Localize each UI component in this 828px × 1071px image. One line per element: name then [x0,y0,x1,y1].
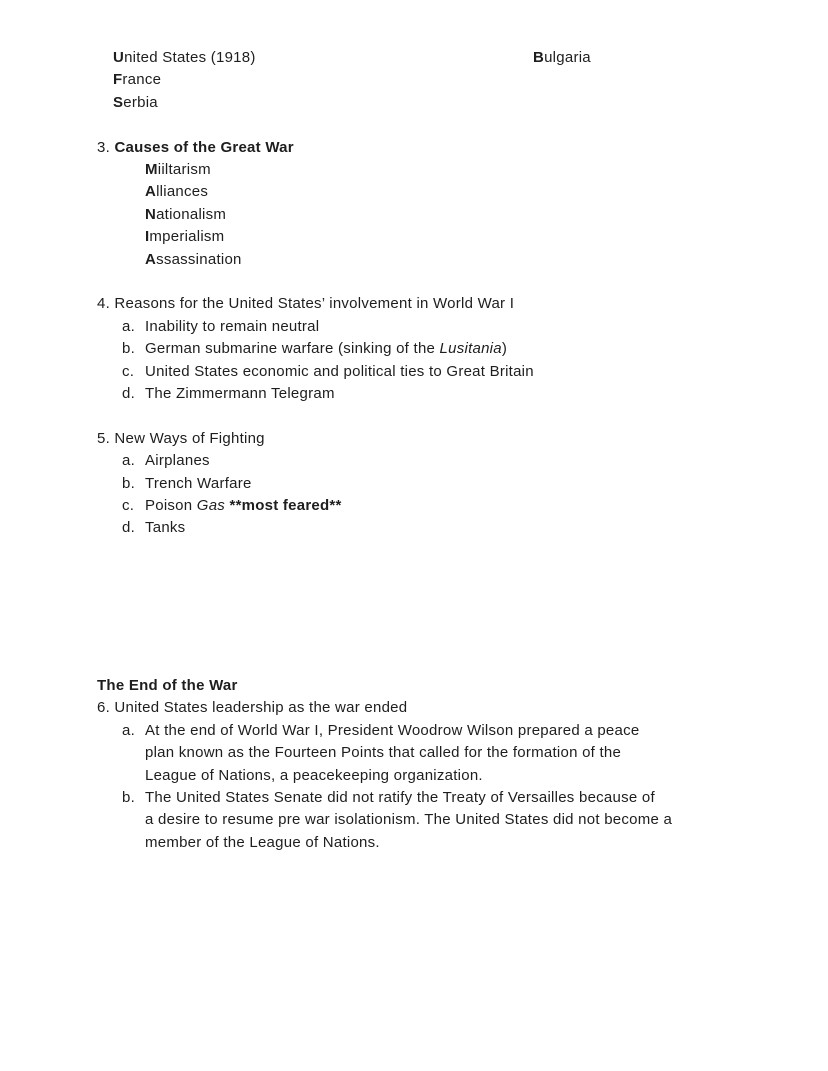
end-of-war-item [97,720,768,787]
list-item-label: b. [122,340,136,358]
central-powers-item-lead-letter: B [533,49,545,66]
cause-item [145,181,768,203]
allies-list-item [113,47,768,69]
cause-item [145,226,768,248]
allies-list [113,47,768,114]
new-ways-item [97,517,768,539]
involvement-item-text-run: ) [501,340,508,358]
list-item-label: a. [122,721,136,739]
section-causes [97,137,768,271]
list-item-label: b. [122,474,136,492]
most-feared-bold-text: **most feared** [229,497,342,515]
section-causes-title: Causes of the Great War [114,138,294,156]
involvement-item-text [145,338,735,360]
involvement-item [97,316,768,338]
cause-item-lead-letter: N [145,205,157,223]
new-ways-item-text: Trench Warfare [145,474,252,492]
cause-item-lead-letter: A [145,183,157,201]
allies-item-text: erbia [123,93,158,111]
paragraph-line: member of the League of Nations. [145,833,380,851]
paragraph-line: At the end of World War I, President Woodrow Wilson prepared a peace [145,721,640,739]
cause-item-lead-letter: M [145,161,158,179]
paragraph-line: League of Nations, a peacekeeping organization. [145,766,483,784]
lusitania-italic-text: Lusitania [439,340,502,358]
cause-item-text: lliances [156,183,209,201]
cause-item [145,204,768,226]
central-powers-item-text: ulgaria [544,49,591,66]
allies-item-lead-letter: F [113,71,123,89]
new-ways-item-text: Airplanes [145,452,210,470]
list-item-label: b. [122,788,136,806]
cause-item [145,249,768,271]
allies-item-lead-letter: U [113,49,125,66]
involvement-item-text: United States economic and political ties to Great Britain [145,362,534,380]
cause-item-lead-letter: I [145,228,150,246]
end-of-war-item-text [145,720,735,787]
section-involvement-heading: 4. Reasons for the United States’ involvement in World War I [97,295,515,313]
causes-list [145,159,768,271]
section-new-ways [97,428,768,540]
allies-list-item [113,69,768,91]
cause-item-text: iiltarism [157,161,211,179]
allies-item-text: nited States (1918) [124,49,256,66]
section-causes-number: 3. [97,138,111,156]
involvement-item-text: Inability to remain neutral [145,317,320,335]
allies-list-item [113,92,768,114]
new-ways-item-text-run: Poison [145,497,197,515]
involvement-item [97,338,768,360]
involvement-item [97,383,768,405]
list-item-label: d. [122,385,136,403]
new-ways-item-text: Tanks [145,519,186,537]
cause-item-lead-letter: A [145,250,157,268]
end-of-war-item-text [145,787,735,854]
list-item-label: a. [122,317,136,335]
cause-item-text: ationalism [156,205,227,223]
allies-item-text: rance [122,71,162,89]
involvement-item-text-run: German submarine warfare (sinking of the [145,340,440,358]
end-of-war-item [97,787,768,854]
paragraph-line: The United States Senate did not ratify the Treaty of Versailles because of [145,788,655,806]
allies-item-lead-letter: S [113,93,124,111]
list-item-label: c. [122,497,135,515]
new-ways-item [97,473,768,495]
list-item-label: a. [122,452,136,470]
new-ways-item [97,450,768,472]
list-item-label: d. [122,519,136,537]
cause-item-text: mperialism [149,228,225,246]
paragraph-line: a desire to resume pre war isolationism. The United States did not become a [145,811,673,829]
cause-item [145,159,768,181]
involvement-item-text: The Zimmermann Telegram [145,385,335,403]
central-powers-item [533,47,591,69]
section-involvement [97,293,768,405]
cause-item-text: ssassination [156,250,242,268]
involvement-item [97,361,768,383]
new-ways-item-text [145,495,735,517]
section-new-ways-heading: 5. New Ways of Fighting [97,429,265,447]
gas-italic-text: Gas [196,497,230,515]
paragraph-line: plan known as the Fourteen Points that called for the formation of the [145,744,622,762]
section-end-of-war-heading: The End of the War [97,676,238,694]
leadership-heading: 6. United States leadership as the war ended [97,699,408,717]
section-end-of-war [97,675,768,854]
new-ways-item [97,495,768,517]
section-causes-heading [97,137,768,159]
list-item-label: c. [122,362,135,380]
